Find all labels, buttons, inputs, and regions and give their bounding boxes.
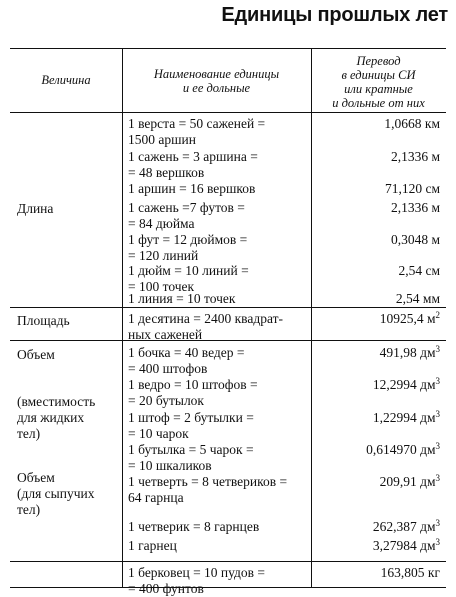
unit-name: 1 четверть = 8 четвериков = 64 гарнца (128, 474, 288, 505)
units-table (10, 48, 446, 596)
category-volume-bulk: Объем (для сыпучих тел) (17, 470, 95, 517)
column-divider (122, 49, 123, 587)
si-value: 2,1336 м (390, 200, 440, 215)
si-value: 1,22994 $дм^3$ (372, 409, 440, 425)
si-value: 209,91 $дм^3$ (379, 473, 440, 489)
header-divider (10, 112, 446, 113)
unit-name: 1 дюйм = 10 линий = = 100 точек (128, 263, 249, 294)
si-value: 1,0668 км (384, 116, 440, 131)
unit-name: 1 бутылка = 5 чарок = = 10 шкаликов (128, 442, 254, 473)
category-volume: Объем (17, 347, 55, 362)
si-value: 0,614970 $дм^3$ (366, 441, 440, 457)
header-unit-name: Наименование единицы и ее дольные (153, 67, 280, 95)
si-value: 2,54 см (398, 263, 440, 278)
si-value: 0,3048 м (390, 232, 440, 247)
category-area: Площадь (17, 313, 70, 328)
si-value: 2,1336 м (390, 149, 440, 164)
si-value: 3,27984 $дм^3$ (372, 537, 440, 553)
unit-name: 1 аршин = 16 вершков (128, 181, 256, 196)
header-si-conversion: Перевод в единицы СИ или кратные и дольные от них (332, 54, 425, 110)
page-title: Единицы прошлых лет (221, 4, 448, 26)
category-volume-liquid: (вместимость для жидких тел) (17, 394, 96, 441)
unit-name: 1 берковец = 10 пудов = = 400 фунтов (128, 565, 266, 596)
si-value: 491,98 $дм^3$ (379, 344, 440, 360)
unit-name: 1 линия = 10 точек (128, 291, 236, 306)
unit-name: 1 сажень =7 футов = = 84 дюйма (128, 200, 245, 231)
si-value: 12,2994 $дм^3$ (372, 376, 440, 392)
si-value: 262,387 $дм^3$ (372, 518, 440, 534)
category-length: Длина (17, 201, 54, 216)
si-value: 71,120 см (384, 181, 440, 196)
unit-name: 1 сажень = 3 аршина = = 48 вершков (128, 149, 258, 180)
unit-name: 1 верста = 50 саженей = 1500 аршин (128, 116, 266, 147)
si-value: 163,805 кг (380, 565, 440, 580)
header-quantity: Величина (41, 73, 91, 87)
si-value: 10925,4 $м^2$ (379, 310, 440, 326)
unit-name: 1 гарнец (128, 538, 177, 553)
column-divider (311, 49, 312, 587)
unit-name: 1 десятина = 2400 квадрат- ных саженей (128, 311, 284, 342)
unit-name: 1 штоф = 2 бутылки = = 10 чарок (128, 410, 254, 441)
si-value: 2,54 мм (395, 291, 440, 306)
unit-name: 1 четверик = 8 гарнцев (128, 519, 260, 534)
unit-name: 1 фут = 12 дюймов = = 120 линий (128, 232, 248, 263)
unit-name: 1 ведро = 10 штофов = = 20 бутылок (128, 377, 258, 408)
section-divider (10, 561, 446, 562)
section-divider (10, 307, 446, 308)
unit-name: 1 бочка = 40 ведер = = 400 штофов (128, 345, 245, 376)
